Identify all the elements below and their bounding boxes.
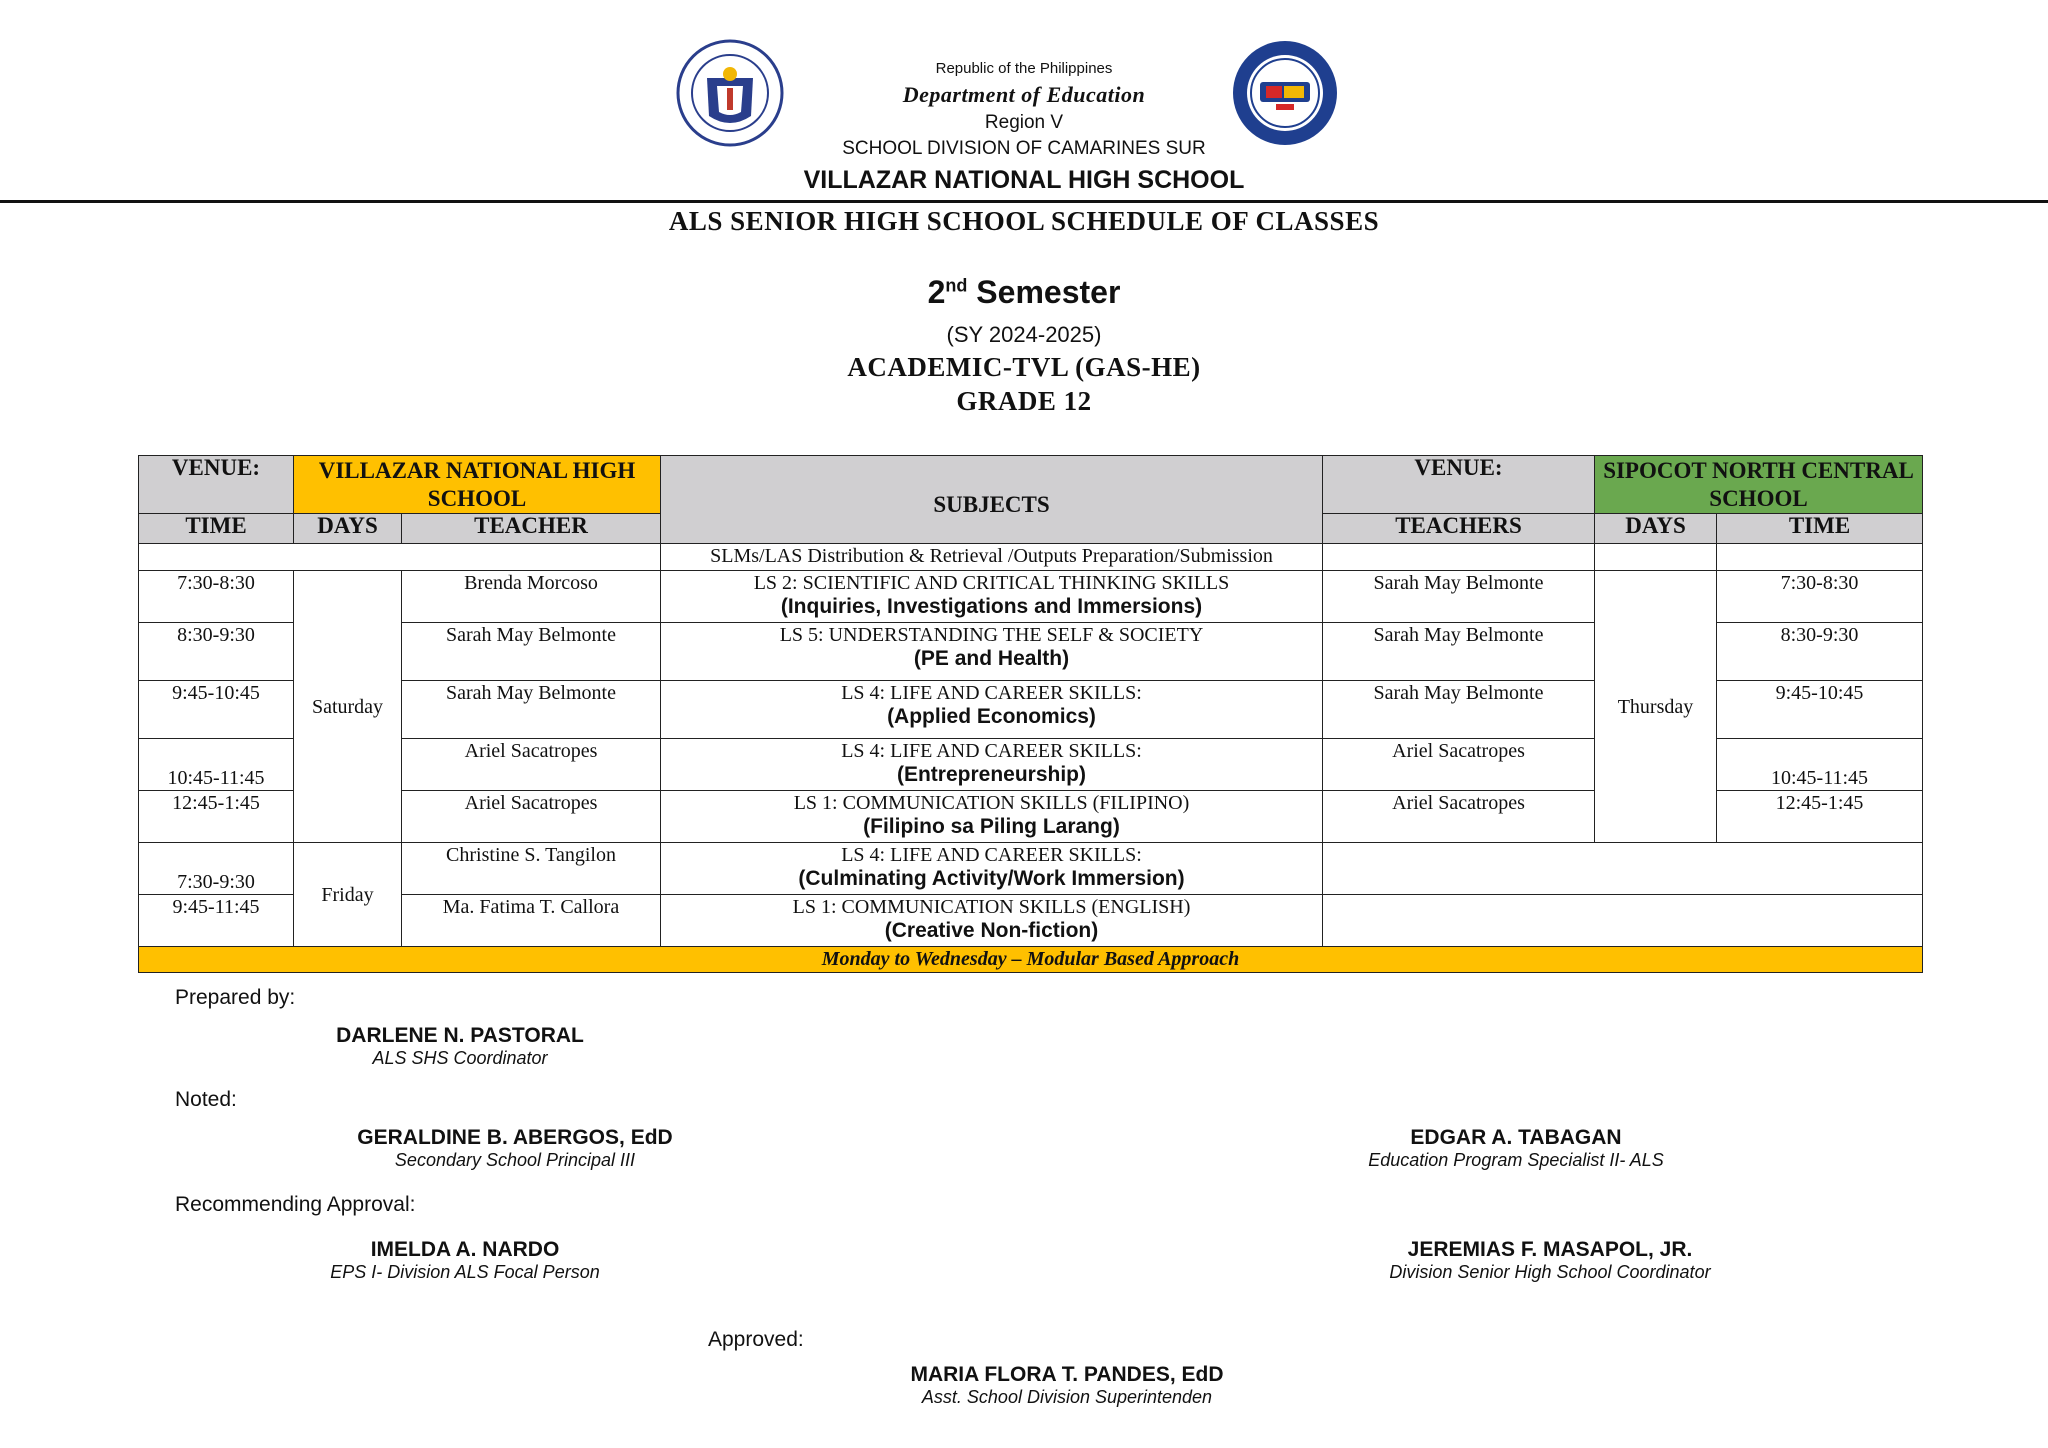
- republic-text: Republic of the Philippines: [935, 60, 1113, 77]
- day-saturday: Saturday: [294, 571, 402, 843]
- subject-title: LS 2: SCIENTIFIC AND CRITICAL THINKING SKILLS: [753, 572, 1230, 594]
- teacher-right-cell: Sarah May Belmonte: [1323, 681, 1595, 739]
- school-name: VILLAZAR NATIONAL HIGH SCHOOL: [803, 166, 1245, 194]
- noted-left-name: GERALDINE B. ABERGOS, EdD: [357, 1126, 673, 1149]
- teacher-cell: Ariel Sacatropes: [402, 739, 661, 791]
- subject-subtitle: (Entrepreneurship): [896, 763, 1087, 786]
- subject-subtitle: (Applied Economics): [887, 705, 1096, 728]
- noted-right-signatory: [1296, 1126, 1736, 1171]
- distribution-cell: SLMs/LAS Distribution & Retrieval /Outputs Preparation/Submission: [661, 544, 1323, 571]
- rec-left-name: IMELDA A. NARDO: [370, 1238, 560, 1261]
- col-teacher: TEACHER: [402, 514, 661, 544]
- track-title: ACADEMIC-TVL (GAS-HE): [847, 352, 1201, 382]
- noted-right-role: Education Program Specialist II- ALS: [1368, 1150, 1664, 1170]
- semester-number: 2: [927, 274, 946, 310]
- col-days: DAYS: [294, 514, 402, 544]
- subject-cell: [661, 681, 1323, 739]
- subject-cell: [661, 739, 1323, 791]
- venue-left: VILLAZAR NATIONAL HIGH SCHOOL: [294, 456, 661, 514]
- time-right-cell: 7:30-8:30: [1717, 571, 1923, 623]
- noted-left-role: Secondary School Principal III: [394, 1150, 636, 1170]
- department-text: Department of Education: [902, 82, 1146, 107]
- noted-left-signatory: [295, 1126, 735, 1171]
- time-cell: 8:30-9:30: [139, 623, 294, 681]
- table-footer-row: [139, 947, 1923, 973]
- approved-label: Approved:: [708, 1328, 804, 1351]
- teacher-cell: Ma. Fatima T. Callora: [402, 895, 661, 947]
- table-row: [139, 843, 1923, 895]
- subject-subtitle: (PE and Health): [913, 647, 1070, 670]
- semester-suffix: nd: [945, 275, 968, 296]
- day-thursday: Thursday: [1595, 571, 1717, 843]
- subject-title: LS 5: UNDERSTANDING THE SELF & SOCIETY: [779, 624, 1204, 646]
- teacher-right-cell: Sarah May Belmonte: [1323, 571, 1595, 623]
- recommending-label: Recommending Approval:: [175, 1193, 416, 1216]
- teacher-right-cell: Ariel Sacatropes: [1323, 791, 1595, 843]
- table-row: [139, 895, 1923, 947]
- prepared-role: ALS SHS Coordinator: [372, 1048, 548, 1068]
- rec-right-name: JEREMIAS F. MASAPOL, JR.: [1407, 1238, 1693, 1261]
- time-right-cell: 9:45-10:45: [1717, 681, 1923, 739]
- noted-right-name: EDGAR A. TABAGAN: [1410, 1126, 1622, 1149]
- region-text: Region V: [984, 112, 1064, 133]
- subject-cell: [661, 791, 1323, 843]
- time-cell: 10:45-11:45: [139, 739, 294, 791]
- time-right-cell: 8:30-9:30: [1717, 623, 1923, 681]
- day-friday: Friday: [294, 843, 402, 947]
- time-right-cell: 10:45-11:45: [1717, 739, 1923, 791]
- time-right-cell: 12:45-1:45: [1717, 791, 1923, 843]
- teacher-cell: Ariel Sacatropes: [402, 791, 661, 843]
- time-cell: 9:45-11:45: [139, 895, 294, 947]
- prepared-signatory: [270, 1024, 650, 1069]
- approved-role: Asst. School Division Superintenden: [921, 1387, 1213, 1407]
- rec-right-role: Division Senior High School Coordinator: [1389, 1262, 1711, 1282]
- schedule-table: [138, 455, 1923, 973]
- venue-label-left: VENUE:: [139, 456, 294, 514]
- col-days-right: DAYS: [1595, 514, 1717, 544]
- empty-right-cell: [1323, 895, 1923, 947]
- rec-left-role: EPS I- Division ALS Focal Person: [330, 1262, 600, 1282]
- subject-cell: [661, 623, 1323, 681]
- teacher-cell: Christine S. Tangilon: [402, 843, 661, 895]
- time-cell: 7:30-8:30: [139, 571, 294, 623]
- subject-subtitle: (Creative Non-fiction): [884, 919, 1099, 942]
- subject-subtitle: (Inquiries, Investigations and Immersions): [780, 595, 1203, 618]
- teacher-cell: Sarah May Belmonte: [402, 623, 661, 681]
- teacher-right-cell: Sarah May Belmonte: [1323, 623, 1595, 681]
- prepared-label: Prepared by:: [175, 986, 296, 1009]
- prepared-name: DARLENE N. PASTORAL: [336, 1024, 584, 1047]
- subject-subtitle: (Culminating Activity/Work Immersion): [798, 867, 1185, 890]
- division-text: SCHOOL DIVISION OF CAMARINES SUR: [842, 138, 1206, 159]
- document-title: ALS SENIOR HIGH SCHOOL SCHEDULE OF CLASSES: [668, 206, 1380, 236]
- subject-title: LS 4: LIFE AND CAREER SKILLS:: [841, 682, 1142, 704]
- teacher-cell: Sarah May Belmonte: [402, 681, 661, 739]
- teacher-right-cell: Ariel Sacatropes: [1323, 739, 1595, 791]
- teacher-cell: Brenda Morcoso: [402, 571, 661, 623]
- school-year: (SY 2024-2025): [946, 322, 1102, 347]
- subject-title: LS 1: COMMUNICATION SKILLS (ENGLISH): [792, 896, 1191, 918]
- modular-approach-note: Monday to Wednesday – Modular Based Approach: [139, 947, 1923, 973]
- semester-word: Semester: [976, 274, 1121, 310]
- subject-cell: [661, 843, 1323, 895]
- approved-signatory: [847, 1363, 1287, 1408]
- subject-cell: [661, 895, 1323, 947]
- grade-title: GRADE 12: [956, 386, 1092, 416]
- empty-right-cell: [1323, 843, 1923, 895]
- col-time: TIME: [139, 514, 294, 544]
- subjects-header: SUBJECTS: [661, 456, 1323, 544]
- venue-label-right: VENUE:: [1323, 456, 1595, 514]
- noted-label: Noted:: [175, 1088, 237, 1111]
- subject-title: LS 4: LIFE AND CAREER SKILLS:: [841, 740, 1142, 762]
- venue-right: SIPOCOT NORTH CENTRAL SCHOOL: [1595, 456, 1923, 514]
- col-time-right: TIME: [1717, 514, 1923, 544]
- approved-name: MARIA FLORA T. PANDES, EdD: [910, 1363, 1224, 1386]
- rec-right-signatory: [1330, 1238, 1770, 1283]
- time-cell: 12:45-1:45: [139, 791, 294, 843]
- table-row: [139, 544, 1923, 571]
- subject-title: LS 4: LIFE AND CAREER SKILLS:: [841, 844, 1142, 866]
- rec-left-signatory: [245, 1238, 685, 1283]
- table-header-venue-row: [139, 456, 1923, 514]
- subject-subtitle: (Filipino sa Piling Larang): [863, 815, 1120, 838]
- subject-cell: [661, 571, 1323, 623]
- subject-title: LS 1: COMMUNICATION SKILLS (FILIPINO): [793, 792, 1190, 814]
- time-cell: 9:45-10:45: [139, 681, 294, 739]
- table-row: [139, 571, 1923, 623]
- time-cell: 7:30-9:30: [139, 843, 294, 895]
- header-rule: [0, 200, 2048, 203]
- col-teachers: TEACHERS: [1323, 514, 1595, 544]
- semester-heading: [0, 274, 2048, 311]
